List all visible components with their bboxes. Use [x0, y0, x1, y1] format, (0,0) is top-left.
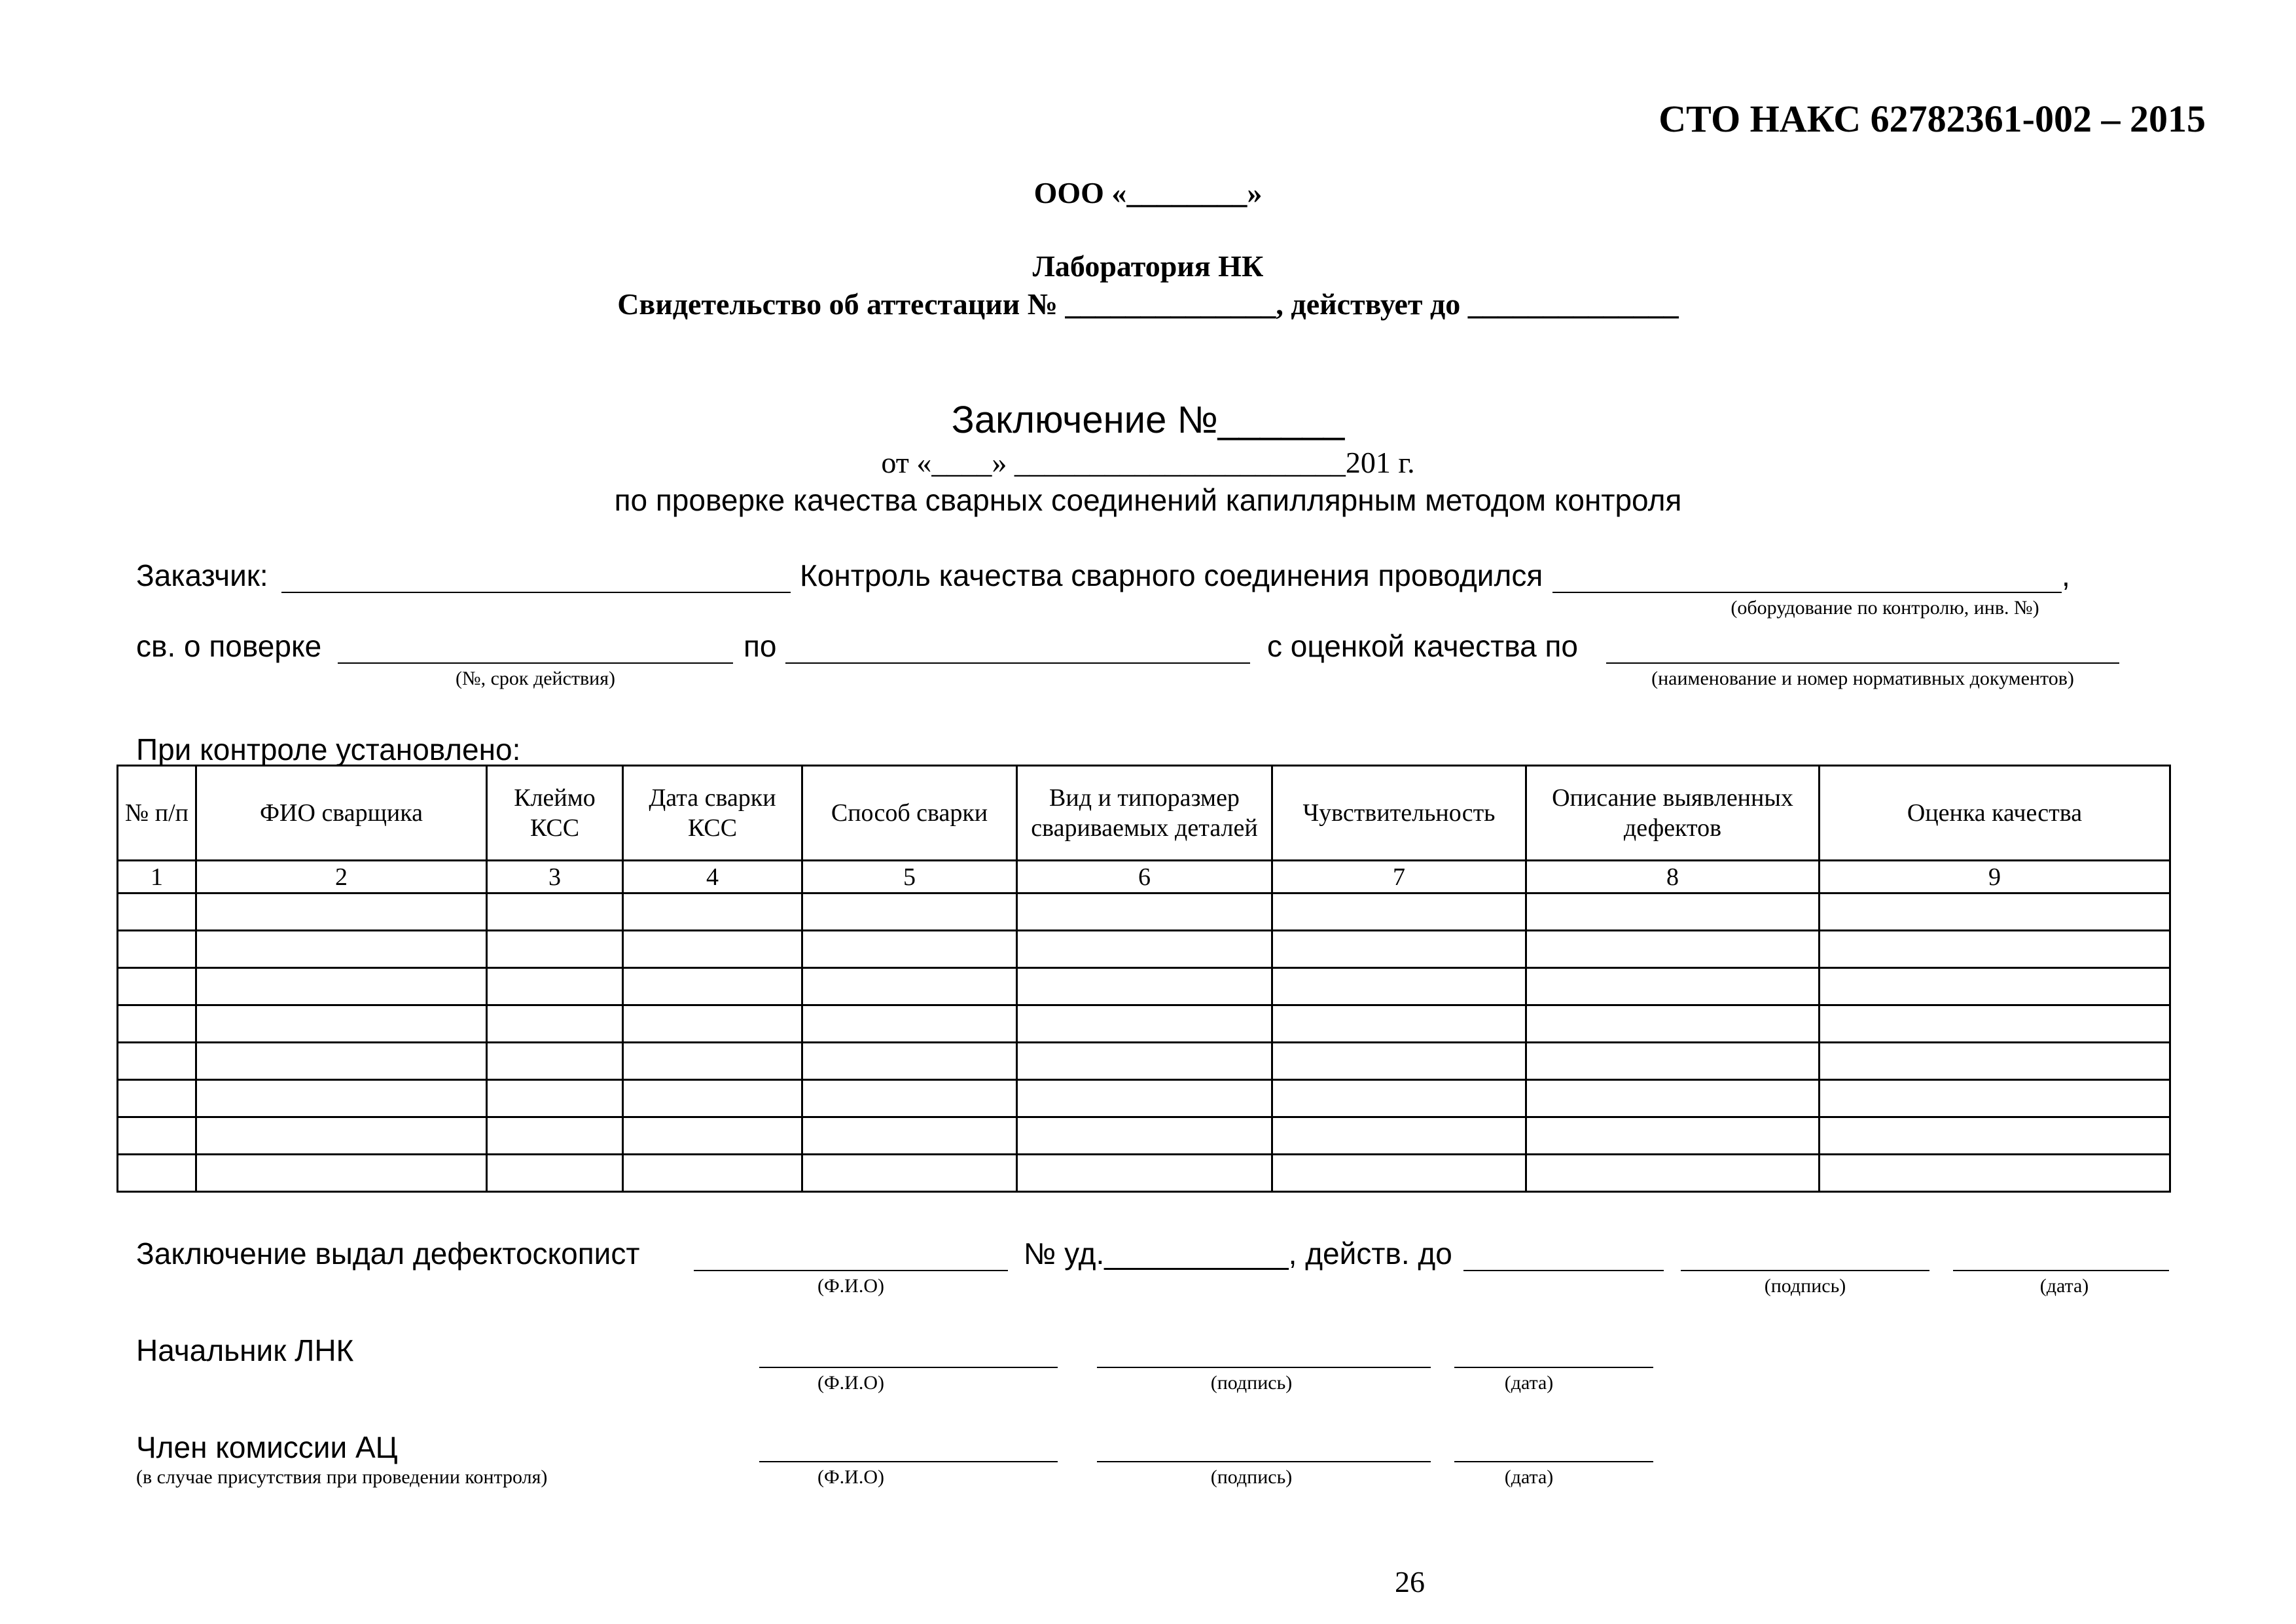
table-cell[interactable]	[1526, 1043, 1820, 1080]
table-cell[interactable]	[1017, 1043, 1272, 1080]
column-number: 4	[623, 861, 802, 893]
table-cell[interactable]	[1820, 893, 2170, 931]
assessment-field[interactable]	[1606, 662, 2119, 664]
column-number-row	[118, 861, 2170, 893]
member-date-field[interactable]	[1454, 1461, 1653, 1462]
table-cell[interactable]	[1272, 1117, 1526, 1155]
table-cell[interactable]	[118, 1117, 196, 1155]
table-row	[118, 1043, 2170, 1080]
assessment-label: с оценкой качества по	[1267, 629, 1578, 663]
table-cell[interactable]	[623, 1005, 802, 1043]
table-row	[118, 893, 2170, 931]
table-cell[interactable]	[1017, 1117, 1272, 1155]
table-cell[interactable]	[623, 931, 802, 968]
table-cell[interactable]	[1526, 968, 1820, 1005]
table-cell[interactable]	[1526, 1155, 1820, 1192]
table-cell[interactable]	[118, 968, 196, 1005]
table-cell[interactable]	[118, 1043, 196, 1080]
table-cell[interactable]	[487, 1080, 623, 1117]
member-signature-caption: (подпись)	[1210, 1466, 1293, 1488]
member-label: Член комиссии АЦ	[136, 1430, 398, 1464]
column-number: 7	[1272, 861, 1526, 893]
table-cell[interactable]	[487, 931, 623, 968]
table-cell[interactable]	[623, 1080, 802, 1117]
conclusion-date-line: от «____» ______________________201 г.	[881, 446, 1415, 479]
head-signature-caption: (подпись)	[1210, 1372, 1293, 1394]
table-cell[interactable]	[196, 1117, 487, 1155]
table-cell[interactable]	[1017, 1155, 1272, 1192]
table-cell[interactable]	[118, 1155, 196, 1192]
table-cell[interactable]	[802, 968, 1017, 1005]
conclusion-subtitle: по проверке качества сварных соединений капиллярным методом контроля	[614, 483, 1682, 517]
table-cell[interactable]	[487, 968, 623, 1005]
table-cell[interactable]	[487, 893, 623, 931]
attestation-certificate: Свидетельство об аттестации № ______________, действует до ______________	[617, 287, 1679, 321]
table-cell[interactable]	[196, 1005, 487, 1043]
results-table	[117, 765, 2171, 1193]
table-cell[interactable]	[487, 1005, 623, 1043]
table-cell[interactable]	[802, 1005, 1017, 1043]
table-cell[interactable]	[1820, 1155, 2170, 1192]
header-cell: Оценка качества	[1820, 766, 2170, 861]
table-cell[interactable]	[196, 1043, 487, 1080]
table-cell[interactable]	[1820, 1043, 2170, 1080]
table-cell[interactable]	[802, 1043, 1017, 1080]
inspector-signature-caption: (подпись)	[1764, 1275, 1846, 1297]
table-row	[118, 1117, 2170, 1155]
table-cell[interactable]	[487, 1155, 623, 1192]
table-cell[interactable]	[623, 1043, 802, 1080]
table-cell[interactable]	[1526, 1005, 1820, 1043]
control-equipment-field[interactable]	[1552, 592, 2062, 593]
until-field[interactable]	[785, 662, 1250, 664]
table-cell[interactable]	[487, 1043, 623, 1080]
table-cell[interactable]	[118, 1005, 196, 1043]
column-number: 8	[1526, 861, 1820, 893]
blank-rows	[118, 893, 2170, 1192]
head-date-field[interactable]	[1454, 1367, 1653, 1368]
assessment-caption: (наименование и номер нормативных документов)	[1651, 668, 2074, 689]
table-cell[interactable]	[1526, 1080, 1820, 1117]
head-date-caption: (дата)	[1504, 1372, 1554, 1394]
table-cell[interactable]	[1526, 931, 1820, 968]
table-cell[interactable]	[1272, 931, 1526, 968]
head-fio-caption: (Ф.И.О)	[817, 1372, 884, 1394]
table-cell[interactable]	[196, 968, 487, 1005]
verification-field[interactable]	[338, 662, 733, 664]
table-cell[interactable]	[196, 893, 487, 931]
table-cell[interactable]	[1820, 1117, 2170, 1155]
control-label: Контроль качества сварного соединения проводился	[800, 558, 1543, 592]
column-number: 2	[196, 861, 487, 893]
inspector-valid-until-field[interactable]	[1463, 1270, 1664, 1271]
table-cell[interactable]	[118, 1080, 196, 1117]
member-fio-caption: (Ф.И.О)	[817, 1466, 884, 1488]
header-cell: Вид и типоразмер свариваемых деталей	[1017, 766, 1272, 861]
table-cell[interactable]	[1526, 1117, 1820, 1155]
head-label: Начальник ЛНК	[136, 1333, 354, 1367]
organization-name: ООО «________»	[1033, 176, 1263, 209]
table-row	[118, 968, 2170, 1005]
customer-field[interactable]	[281, 592, 791, 593]
inspector-date-field[interactable]	[1953, 1270, 2169, 1271]
header-cell: Клеймо КСС	[487, 766, 623, 861]
table-cell[interactable]	[1272, 968, 1526, 1005]
header-cell: Дата сварки КСС	[623, 766, 802, 861]
table-cell[interactable]	[1017, 968, 1272, 1005]
verification-caption: (№, срок действия)	[455, 668, 616, 689]
table-cell[interactable]	[196, 931, 487, 968]
head-signature-field[interactable]	[1097, 1367, 1431, 1368]
table-cell[interactable]	[1272, 1005, 1526, 1043]
table-cell[interactable]	[118, 893, 196, 931]
table-cell[interactable]	[623, 968, 802, 1005]
inspector-cert-label: № уд.___________, действ. до	[1024, 1236, 1452, 1271]
table-cell[interactable]	[1272, 1043, 1526, 1080]
table-cell[interactable]	[623, 1117, 802, 1155]
table-cell[interactable]	[1820, 968, 2170, 1005]
table-cell[interactable]	[487, 1117, 623, 1155]
table-cell[interactable]	[118, 931, 196, 968]
member-note: (в случае присутствия при проведении контроля)	[136, 1466, 548, 1488]
column-number: 6	[1017, 861, 1272, 893]
table-row	[118, 931, 2170, 968]
verification-label: св. о поверке	[136, 629, 322, 663]
column-number: 5	[802, 861, 1017, 893]
header-cell: Описание выявленных дефектов	[1526, 766, 1820, 861]
table-cell[interactable]	[1017, 1080, 1272, 1117]
table-cell[interactable]	[802, 1117, 1017, 1155]
table-cell[interactable]	[802, 931, 1017, 968]
column-number: 9	[1820, 861, 2170, 893]
established-label: При контроле установлено:	[136, 732, 521, 767]
table-cell[interactable]	[196, 1155, 487, 1192]
table-cell[interactable]	[623, 893, 802, 931]
inspector-date-caption: (дата)	[2039, 1275, 2089, 1297]
inspector-label: Заключение выдал дефектоскопист	[136, 1236, 640, 1271]
head-fio-field[interactable]	[759, 1367, 1058, 1368]
table-cell[interactable]	[196, 1080, 487, 1117]
table-cell[interactable]	[1272, 893, 1526, 931]
header-cell: Чувствительность	[1272, 766, 1526, 861]
inspector-fio-caption: (Ф.И.О)	[817, 1275, 884, 1297]
table-cell[interactable]	[1526, 893, 1820, 931]
page-number: 26	[1395, 1565, 1425, 1598]
inspector-signature-field[interactable]	[1681, 1270, 1929, 1271]
table-cell[interactable]	[1820, 1080, 2170, 1117]
conclusion-title: Заключение №______	[951, 399, 1345, 441]
table-row	[118, 1155, 2170, 1192]
until-label: по	[744, 629, 777, 663]
table-cell[interactable]	[1017, 1005, 1272, 1043]
member-signature-field[interactable]	[1097, 1461, 1431, 1462]
column-number: 1	[118, 861, 196, 893]
header-cell: Способ сварки	[802, 766, 1017, 861]
standard-code: СТО НАКС 62782361-002 – 2015	[1659, 98, 2206, 140]
table-cell[interactable]	[1017, 931, 1272, 968]
header-cell: ФИО сварщика	[196, 766, 487, 861]
inspector-fio-field[interactable]	[694, 1270, 1008, 1271]
laboratory-name: Лаборатория НК	[1032, 249, 1264, 283]
control-equipment-caption: (оборудование по контролю, инв. №)	[1731, 597, 2039, 619]
table-header-row	[118, 766, 2170, 861]
table-cell[interactable]	[1272, 1080, 1526, 1117]
table-cell[interactable]	[1820, 1005, 2170, 1043]
control-suffix: ,	[2062, 558, 2070, 592]
table-row	[118, 1005, 2170, 1043]
table-cell[interactable]	[802, 1155, 1017, 1192]
table-cell[interactable]	[802, 893, 1017, 931]
member-date-caption: (дата)	[1504, 1466, 1554, 1488]
table-cell[interactable]	[1017, 893, 1272, 931]
member-fio-field[interactable]	[759, 1461, 1058, 1462]
customer-label: Заказчик:	[136, 558, 268, 592]
table-cell[interactable]	[1272, 1155, 1526, 1192]
table-cell[interactable]	[802, 1080, 1017, 1117]
table-cell[interactable]	[623, 1155, 802, 1192]
table-cell[interactable]	[1820, 931, 2170, 968]
header-cell: № п/п	[118, 766, 196, 861]
table-row	[118, 1080, 2170, 1117]
column-number: 3	[487, 861, 623, 893]
